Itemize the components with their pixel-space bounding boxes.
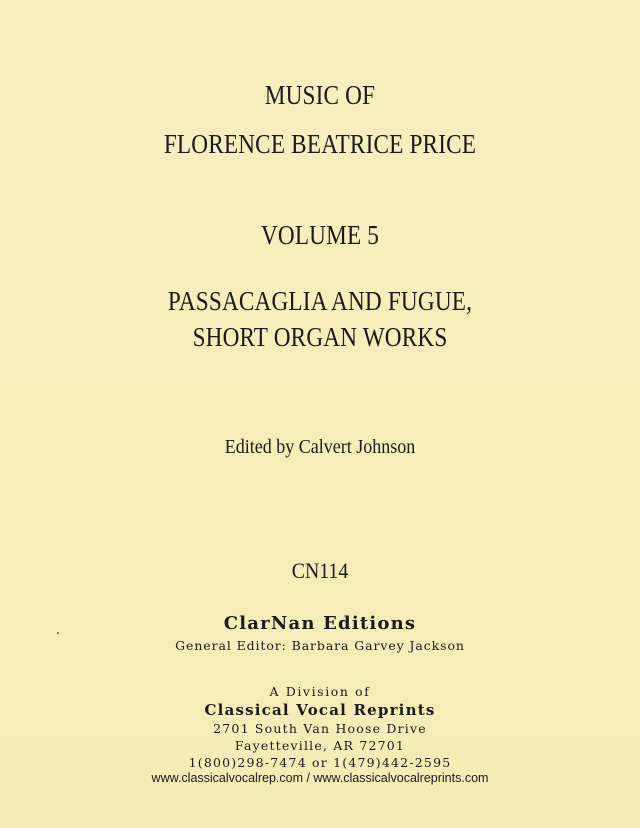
phone-numbers: 1(800)298-7474 or 1(479)442-2595 (188, 755, 452, 770)
edited-by: Edited by Calvert Johnson (224, 436, 416, 458)
title-line-music-of: MUSIC OF (264, 80, 376, 110)
title-line-composer: FLORENCE BEATRICE PRICE (163, 129, 477, 159)
subtitle-line-organ-works: SHORT ORGAN WORKS (192, 322, 448, 352)
website-links: www.classicalvocalrep.com / www.classicalvocalreprints.com (151, 771, 489, 785)
volume-heading: VOLUME 5 (260, 220, 380, 250)
parent-company: Classical Vocal Reprints (204, 701, 436, 719)
catalog-number: CN114 (291, 558, 349, 583)
city-address: Fayetteville, AR 72701 (234, 738, 406, 753)
division-of: A Division of (269, 684, 371, 699)
paper-speck (57, 632, 59, 634)
publisher-name: ClarNan Editions (223, 613, 417, 634)
subtitle-line-passacaglia: PASSACAGLIA AND FUGUE, (167, 286, 473, 316)
general-editor: General Editor: Barbara Garvey Jackson (175, 638, 465, 653)
street-address: 2701 South Van Hoose Drive (213, 721, 427, 736)
